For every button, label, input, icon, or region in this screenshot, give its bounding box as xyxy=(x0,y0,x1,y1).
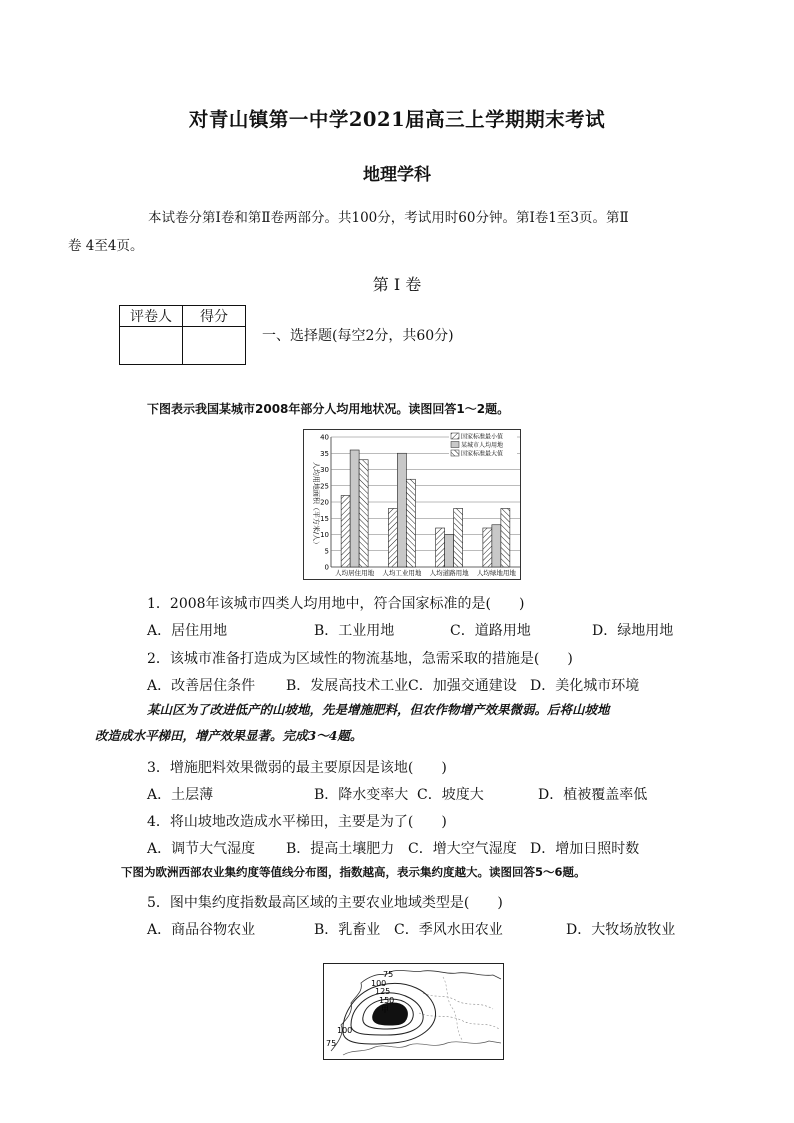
bar xyxy=(388,509,397,568)
legend-label: 国家标准最大值 xyxy=(461,450,504,458)
y-tick-label: 15 xyxy=(320,514,329,523)
y-tick-label: 0 xyxy=(324,563,329,572)
map-label-150: 150 xyxy=(379,996,395,1005)
q4-option-b: B．提高土壤肥力 xyxy=(286,841,395,857)
bar xyxy=(501,509,510,568)
bar xyxy=(341,496,350,568)
q5-option-a: A．商品谷物农业 xyxy=(147,922,256,938)
passage-2-line-2: 改造成水平梯田，增产效果显著。完成3～4题。 xyxy=(95,728,363,743)
y-tick-label: 25 xyxy=(320,482,329,491)
intro-line-1: 本试卷分第Ⅰ卷和第Ⅱ卷两部分。共100分，考试用时60分钟。第Ⅰ卷1至3页。第Ⅱ xyxy=(148,210,629,226)
bar xyxy=(445,535,454,568)
bar xyxy=(492,525,501,567)
bar xyxy=(406,479,415,567)
map-label-100-top: 100 xyxy=(371,979,387,988)
q2-option-d: D．美化城市环境 xyxy=(530,678,640,694)
map-label-75-top: 75 xyxy=(383,970,394,979)
q4-option-d: D．增加日照时数 xyxy=(530,841,640,857)
bar xyxy=(436,528,445,567)
question-4: 4．将山坡地改造成水平梯田，主要是为了( ) xyxy=(147,814,447,830)
passage-2 xyxy=(95,697,681,749)
y-tick-label: 35 xyxy=(320,449,329,458)
volume-heading: 第 Ⅰ 卷 xyxy=(372,275,422,294)
section-title: 一、选择题(每空2分，共60分) xyxy=(262,328,454,344)
legend-swatch xyxy=(451,450,459,456)
bar xyxy=(397,453,406,567)
q3-option-b: B．降水变率大 xyxy=(314,787,409,803)
legend-swatch xyxy=(451,442,459,448)
y-tick-label: 10 xyxy=(320,531,329,539)
europe-intensity-map xyxy=(323,963,504,1060)
y-tick-label: 20 xyxy=(320,498,329,507)
map-label-125: 125 xyxy=(375,987,391,996)
passage-2-line-1: 某山区为了改进低产的山坡地，先是增施肥料，但农作物增产效果微弱。后将山坡地 xyxy=(147,702,610,717)
exam-title: 对青山镇第一中学2021届高三上学期期末考试 xyxy=(188,108,606,131)
q3-option-d: D．植被覆盖率低 xyxy=(538,787,648,803)
grader-header: 评卷人 xyxy=(120,306,183,327)
q5-option-d: D．大牧场放牧业 xyxy=(566,922,676,938)
passage-3: 下图为欧洲西部农业集约度等值线分布图，指数越高，表示集约度越大。读图回答5～6题。 xyxy=(121,865,586,879)
x-tick-label: 人均绿地用地 xyxy=(476,569,516,577)
x-tick-label: 人均居住用地 xyxy=(335,569,375,577)
q1-option-d: D．绿地用地 xyxy=(592,623,674,639)
score-cell xyxy=(183,327,246,365)
q4-option-c: C．增大空气湿度 xyxy=(408,841,517,857)
q4-option-a: A．调节大气湿度 xyxy=(147,841,256,857)
legend-label: 某城市人均用地 xyxy=(461,442,504,449)
land-use-chart xyxy=(303,429,521,580)
score-header: 得分 xyxy=(183,306,246,327)
grader-cell xyxy=(120,327,183,365)
map-label-75-left: 75 xyxy=(326,1039,337,1048)
q5-option-c: C．季风水田农业 xyxy=(394,922,503,938)
bar xyxy=(359,460,368,567)
subject-title: 地理学科 xyxy=(363,165,431,185)
bar xyxy=(350,450,359,567)
y-tick-label: 5 xyxy=(324,547,329,556)
question-1: 1．2008年该城市四类人均用地中，符合国家标准的是( ) xyxy=(147,596,525,612)
legend-swatch xyxy=(451,433,459,439)
x-tick-label: 人均工业用地 xyxy=(382,569,422,577)
q2-option-a: A．改善居住条件 xyxy=(147,678,256,694)
passage-1: 下图表示我国某城市2008年部分人均用地状况。读图回答1～2题。 xyxy=(147,402,510,416)
y-tick-label: 40 xyxy=(320,433,329,442)
q3-option-a: A．土层薄 xyxy=(147,787,214,803)
map-label-jia: 甲 xyxy=(381,1005,389,1014)
exam-intro xyxy=(68,204,688,260)
x-tick-label: 人均道路用地 xyxy=(429,569,469,577)
q1-option-c: C．道路用地 xyxy=(450,623,531,639)
legend-label: 国家标准最小值 xyxy=(461,433,504,441)
q2-option-b: B．发展高技术工业 xyxy=(286,678,409,694)
q5-option-b: B．乳畜业 xyxy=(314,922,381,938)
q2-option-c: C．加强交通建设 xyxy=(408,678,517,694)
y-tick-label: 30 xyxy=(320,466,329,474)
question-3: 3．增施肥料效果微弱的最主要原因是该地( ) xyxy=(147,760,447,776)
chart-ylabel: 人均用地面积（平方米/人） xyxy=(312,461,320,549)
q1-option-b: B．工业用地 xyxy=(314,623,395,639)
score-table xyxy=(119,305,246,365)
map-label-100-left: 100 xyxy=(337,1026,353,1035)
q1-option-a: A．居住用地 xyxy=(147,623,228,639)
q3-option-c: C．坡度大 xyxy=(417,787,484,803)
question-2: 2．该城市准备打造成为区域性的物流基地，急需采取的措施是( ) xyxy=(147,651,573,667)
bar xyxy=(454,509,463,568)
intro-line-2: 卷 4至4页。 xyxy=(68,238,144,254)
bar xyxy=(483,528,492,567)
question-5: 5．图中集约度指数最高区域的主要农业地域类型是( ) xyxy=(147,895,503,911)
